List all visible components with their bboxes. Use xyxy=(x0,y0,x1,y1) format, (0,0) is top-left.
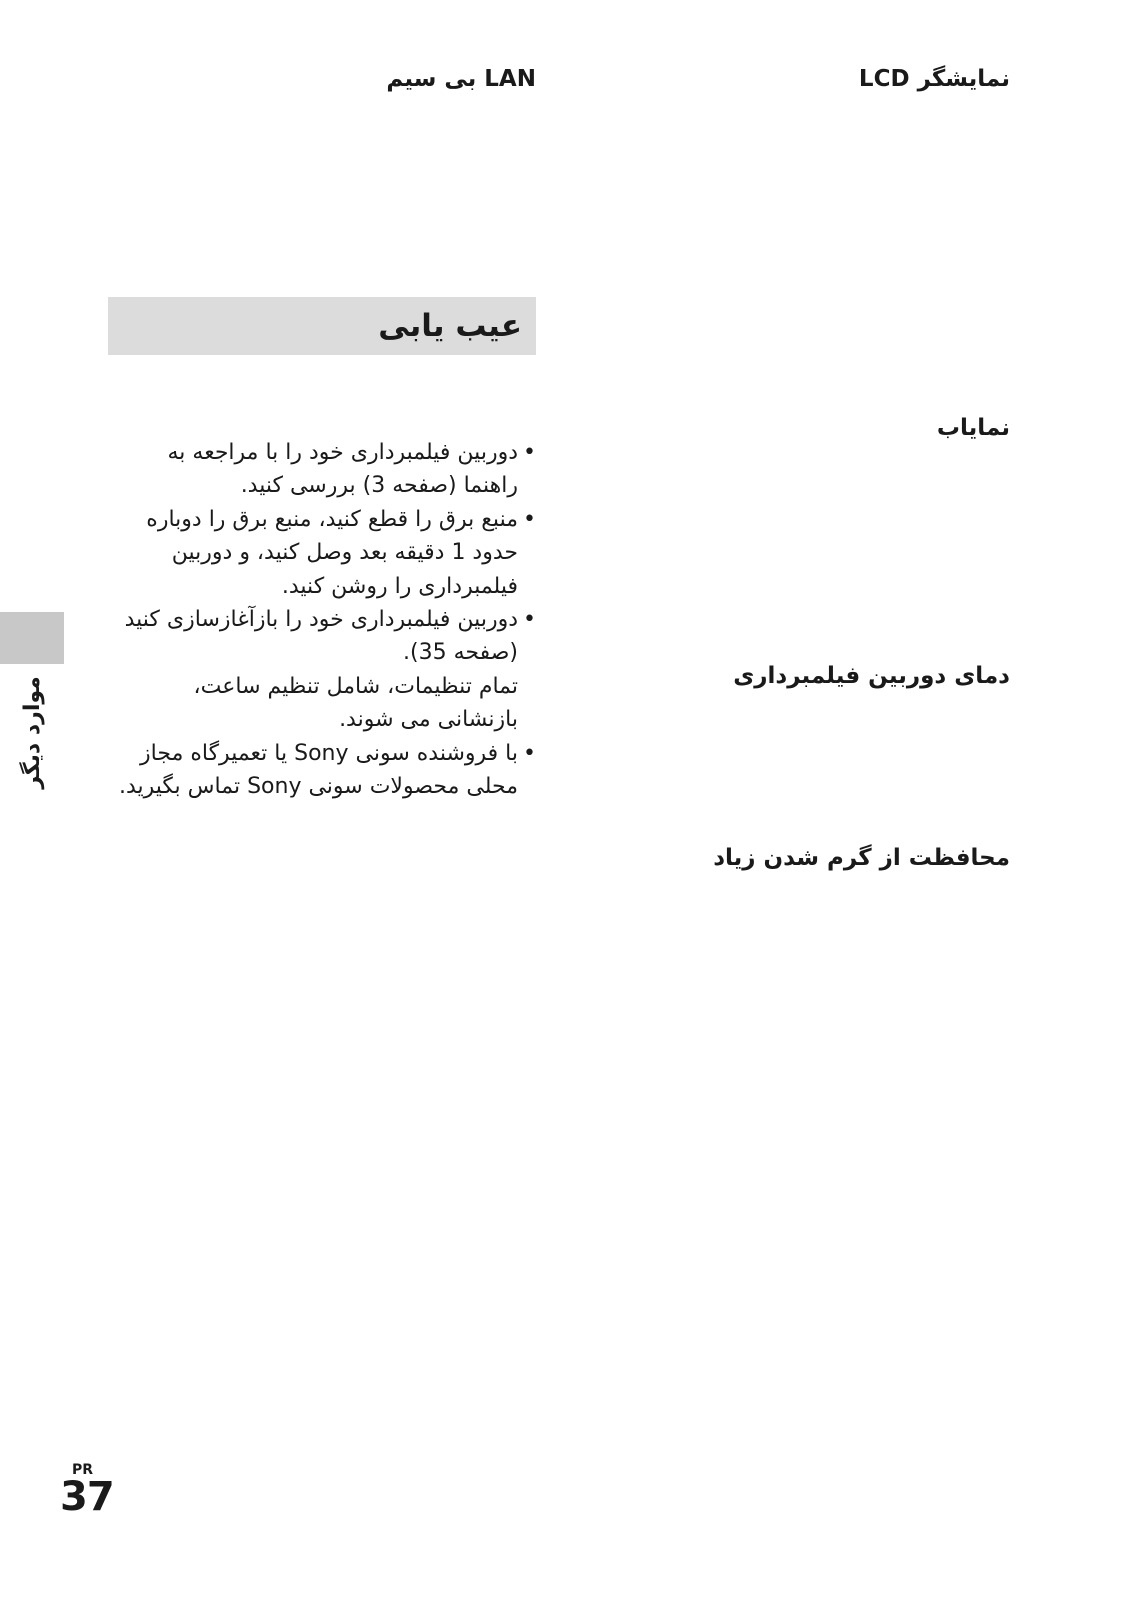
section-tab-text: موارد دیگر xyxy=(19,675,45,789)
troubleshooting-heading: عیب یابی xyxy=(378,308,522,344)
troubleshooting-list-contact xyxy=(108,737,536,804)
wireless-lan-heading: LAN بی سیم xyxy=(386,66,536,92)
list-item: • دوربین فیلمبرداری خود را بازآغازسازی کنید (صفحه 35). xyxy=(108,603,536,670)
overheat-body xyxy=(590,877,1010,1311)
viewfinder-section xyxy=(590,411,1010,647)
temperature-heading: دمای دوربین فیلمبرداری xyxy=(733,663,1010,689)
wireless-lan-section xyxy=(108,62,536,265)
overheat-heading: محافظت از گرم شدن زیاد xyxy=(713,845,1010,871)
list-item: • منبع برق را قطع کنید، منبع برق را دوباره حدود 1 دقیقه بعد وصل کنید، و دوربین فیلمبرداری را روشن کنید. xyxy=(108,503,536,603)
left-column xyxy=(108,62,536,803)
viewfinder-body xyxy=(590,447,1010,647)
reset-note: تمام تنظیمات، شامل تنظیم ساعت، بازنشانی می شوند. xyxy=(193,673,518,733)
temperature-section xyxy=(590,659,1010,829)
wireless-lan-body xyxy=(108,98,536,265)
temperature-body xyxy=(590,695,1010,829)
overheat-section xyxy=(590,841,1010,1311)
troubleshooting-intro xyxy=(108,369,536,436)
list-item: • با فروشنده سونی Sony یا تعمیرگاه مجاز محلی محصولات سونی Sony تماس بگیرید. xyxy=(108,737,536,804)
section-tab-marker xyxy=(0,612,64,664)
lcd-body xyxy=(590,98,1010,399)
lcd-heading: نمایشگر LCD xyxy=(858,66,1010,92)
troubleshooting-heading-bar xyxy=(108,297,536,355)
right-column xyxy=(590,62,1010,1323)
viewfinder-heading: نمایاب xyxy=(936,415,1010,441)
language-code: PR xyxy=(72,1462,94,1478)
lcd-section xyxy=(590,62,1010,399)
troubleshooting-list xyxy=(108,436,536,670)
page-number: 37 xyxy=(60,1474,114,1520)
list-item: • دوربین فیلمبرداری خود را با مراجعه به راهنما (صفحه 3) بررسی کنید. xyxy=(108,436,536,503)
section-tab-label xyxy=(2,672,62,792)
